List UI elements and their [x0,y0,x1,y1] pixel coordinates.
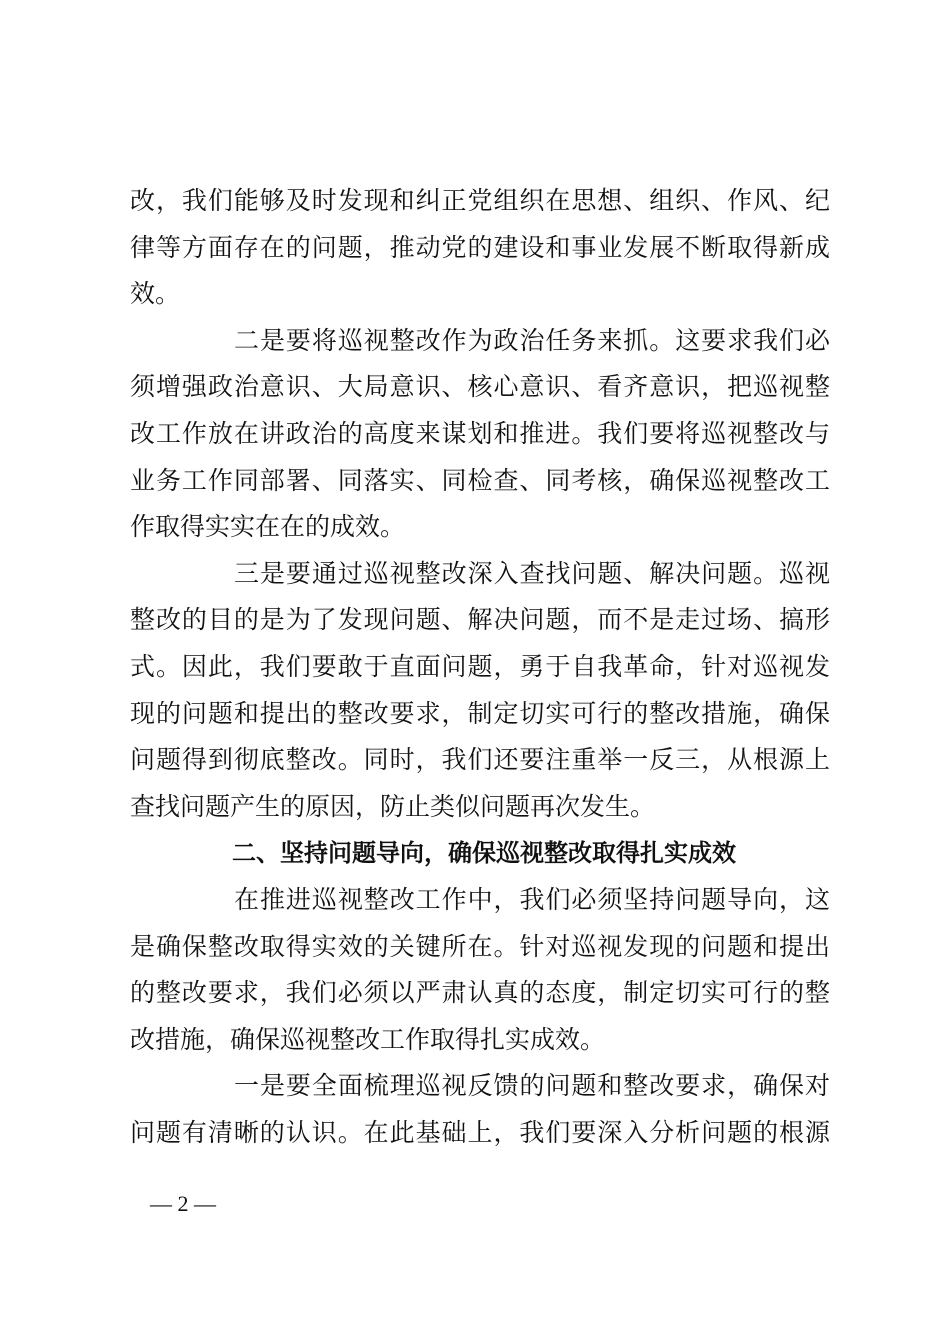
text-line: 改工作放在讲政治的高度来谋划和推进。我们要将巡视整改与 [130,418,830,448]
text-line: 的整改要求，我们必须以严肃认真的态度，制定切实可行的整 [130,978,830,1008]
text-line: 现的问题和提出的整改要求，制定切实可行的整改措施，确保 [130,698,830,728]
page-number: — 2 — [150,1191,216,1216]
text-line: 问题得到彻底整改。同时，我们还要注重举一反三，从根源上 [130,745,830,775]
text-line: 律等方面存在的问题，推动党的建设和事业发展不断取得新成 [130,232,830,262]
text-line: 式。因此，我们要敢于直面问题，勇于自我革命，针对巡视发 [130,651,830,681]
text-line: 改措施，确保巡视整改工作取得扎实成效。 [130,1024,606,1054]
paragraph-start-line: 在推进巡视整改工作中，我们必须坚持问题导向，这 [234,884,830,914]
text-line: 查找问题产生的原因，防止类似问题再次发生。 [130,791,656,821]
text-line: 是确保整改取得实效的关键所在。针对巡视发现的问题和提出 [130,931,830,961]
text-line: 须增强政治意识、大局意识、核心意识、看齐意识，把巡视整 [130,372,830,402]
text-line: 效。 [130,279,181,309]
text-line: 问题有清晰的认识。在此基础上，我们要深入分析问题的根源 [130,1117,830,1147]
paragraph-start-line: 三是要通过巡视整改深入查找问题、解决问题。巡视 [234,558,830,588]
paragraph-start-line: 二是要将巡视整改作为政治任务来抓。这要求我们必 [234,325,830,355]
body-text [130,178,830,1156]
text-line: 整改的目的是为了发现问题、解决问题，而不是走过场、搞形 [130,605,830,635]
paragraph-start-line: 一是要全面梳理巡视反馈的问题和整改要求，确保对 [234,1071,830,1101]
text-line: 业务工作同部署、同落实、同检查、同考核，确保巡视整改工 [130,465,830,495]
section-heading: 二、坚持问题导向，确保巡视整改取得扎实成效 [232,839,736,868]
text-line: 作取得实实在在的成效。 [130,512,406,542]
text-line: 改，我们能够及时发现和纠正党组织在思想、组织、作风、纪 [130,186,830,215]
